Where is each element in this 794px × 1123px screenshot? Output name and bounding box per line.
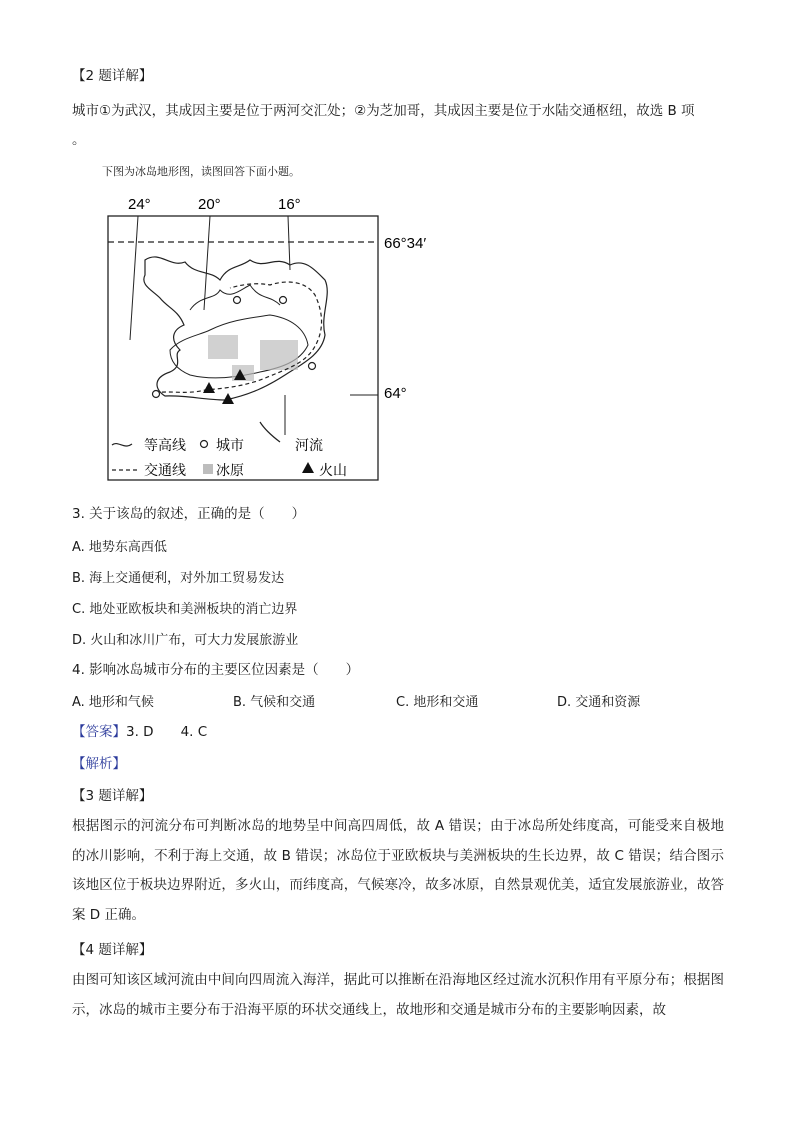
q3-detail-heading: 【3 题详解】 [72,788,153,804]
city-marker [309,363,316,370]
q4-option-c: C. 地形和交通 [396,695,479,710]
answer-label: 【答案】 [72,724,126,740]
city-marker [280,297,287,304]
q3-detail-body: 根据图示的河流分布可判断冰岛的地势呈中间高四周低，故 A 错误；由于冰岛所处纬度高，可能受来自极地的冰川影响，不利于海上交通，故 B 错误；冰岛位于亚欧板块与美洲板块的生长边界，故 C 错误；结合图示该地区位于板块边界附近，多火山，而纬度高，气候寒冷，故多冰原，自然景观优美，适宜发展旅游业，故答案 D 正确。 [72,818,724,923]
q2-detail-heading: 【2 题详解】 [72,68,153,84]
map-intro-text: 下图为冰岛地形图，读图回答下面小题。 [102,165,300,178]
legend-contour-label: 等高线 [144,438,186,454]
city-marker [234,297,241,304]
analysis-label: 【解析】 [72,756,126,772]
lon-label-16: 16° [278,196,301,213]
lon-label-20: 20° [198,196,221,213]
iceland-map [100,190,440,485]
legend-city-symbol [201,441,208,448]
q4-option-d: D. 交通和资源 [557,695,641,710]
q3-option-b: B. 海上交通便利，对外加工贸易发达 [72,571,285,586]
q4-stem: 4. 影响冰岛城市分布的主要区位因素是（ ） [72,662,360,678]
legend-road-label: 交通线 [144,463,186,479]
answer-value: 3. D 4. C [126,724,208,740]
answer-line [72,722,207,742]
city-marker [153,391,160,398]
legend-ice-symbol [203,464,213,474]
q2-detail-line-2: 。 [72,132,86,148]
lat-label-arctic: 66°34′ [384,235,427,252]
q4-detail-heading: 【4 题详解】 [72,942,153,958]
legend-river-label: 河流 [295,438,323,454]
q3-option-a: A. 地势东高西低 [72,540,167,555]
legend-volcano-label: 火山 [319,463,347,479]
legend-ice-label: 冰原 [216,463,244,479]
q3-stem: 3. 关于该岛的叙述，正确的是（ ） [72,506,306,522]
q3-option-c: C. 地处亚欧板块和美洲板块的消亡边界 [72,602,298,617]
q3-option-d: D. 火山和冰川广布，可大力发展旅游业 [72,633,299,648]
q4-detail-body: 由图可知该区域河流由中间向四周流入海洋，据此可以推断在沿海地区经过流水沉积作用有平原分布；根据图示，冰岛的城市主要分布于沿海平原的环状交通线上，故地形和交通是城市分布的主要影响因素，故 [72,972,724,1018]
q2-detail-line-1: 城市①为武汉，其成因主要是位于两河交汇处；②为芝加哥，其成因主要是位于水陆交通枢纽，故选 B 项 [72,103,695,119]
legend-city-label: 城市 [216,438,244,454]
lat-label-64: 64° [384,385,407,402]
q4-option-b: B. 气候和交通 [233,695,316,710]
q4-option-a: A. 地形和气候 [72,695,154,710]
lon-label-24: 24° [128,196,151,213]
